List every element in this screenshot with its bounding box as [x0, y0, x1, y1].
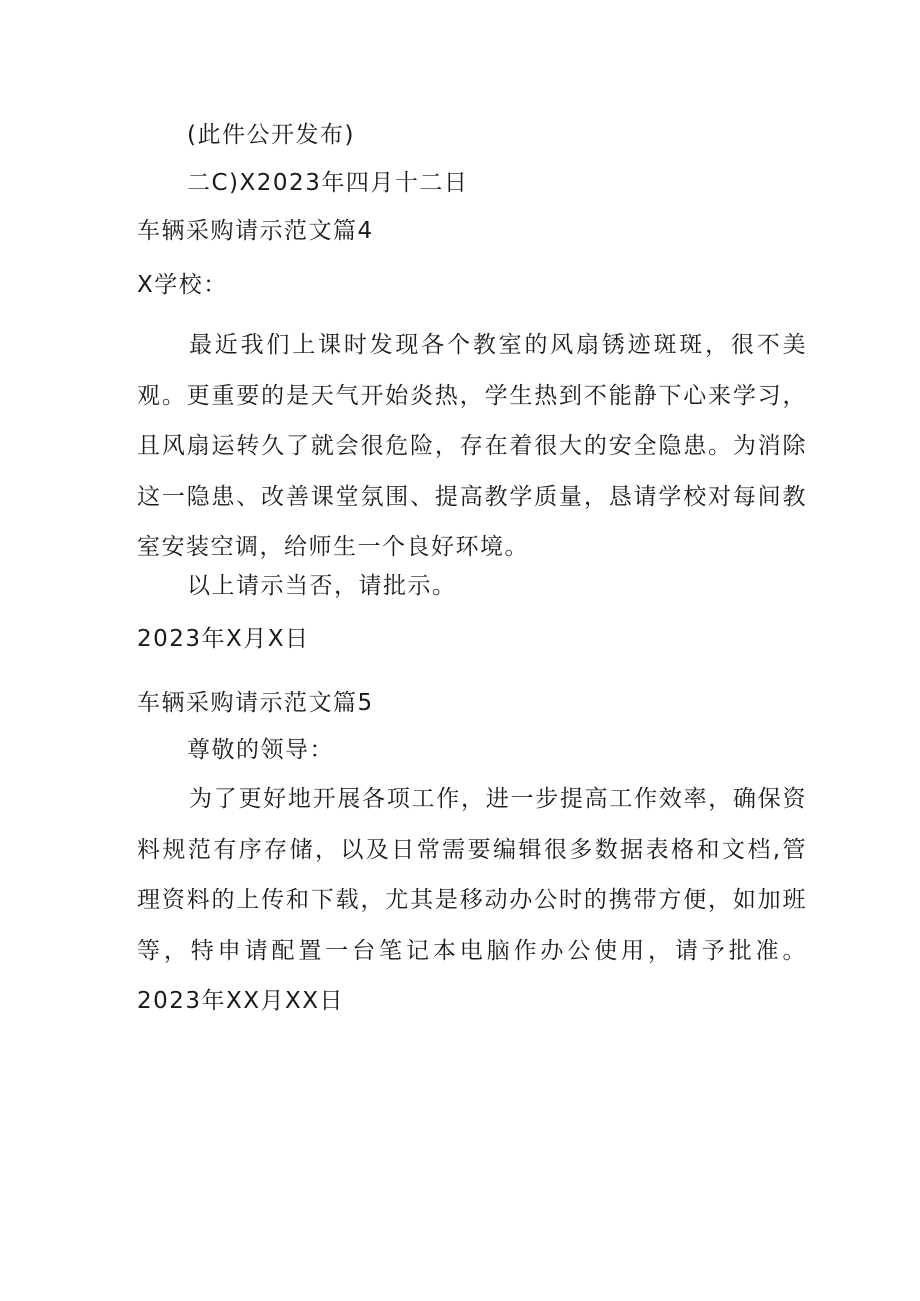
section-heading-4: 车辆采购请示范文篇4 — [137, 218, 374, 244]
issue-date: 二C)X2023年四月十二日 — [187, 170, 469, 196]
body-paragraph-5: 为了更好地开展各项工作，进一步提高工作效率，确保资料规范有序存储，以及日常需要编辑很多数据表格和文档,管理资料的上传和下载，尤其是移动办公时的携带方便，如加班等，特申请配置一台笔记本电脑作办公使用，请予批准。2023年XX月XX日 — [137, 786, 807, 1014]
date-4: 2023年X月X日 — [137, 626, 310, 652]
section-heading-5: 车辆采购请示范文篇5 — [137, 690, 374, 716]
recipient-5: 尊敬的领导： — [187, 737, 334, 763]
recipient-4: X学校： — [137, 272, 228, 298]
closing-4: 以上请示当否，请批示。 — [187, 573, 457, 599]
body-paragraph-4: 最近我们上课时发现各个教室的风扇锈迹斑斑，很不美观。更重要的是天气开始炎热，学生热到不能静下心来学习，且风扇运转久了就会很危险，存在着很大的安全隐患。为消除这一隐患、改善课堂氛围、提高教学质量，恳请学校对每间教室安装空调，给师生一个良好环境。 — [137, 332, 807, 560]
publish-note: (此件公开发布) — [187, 122, 355, 148]
